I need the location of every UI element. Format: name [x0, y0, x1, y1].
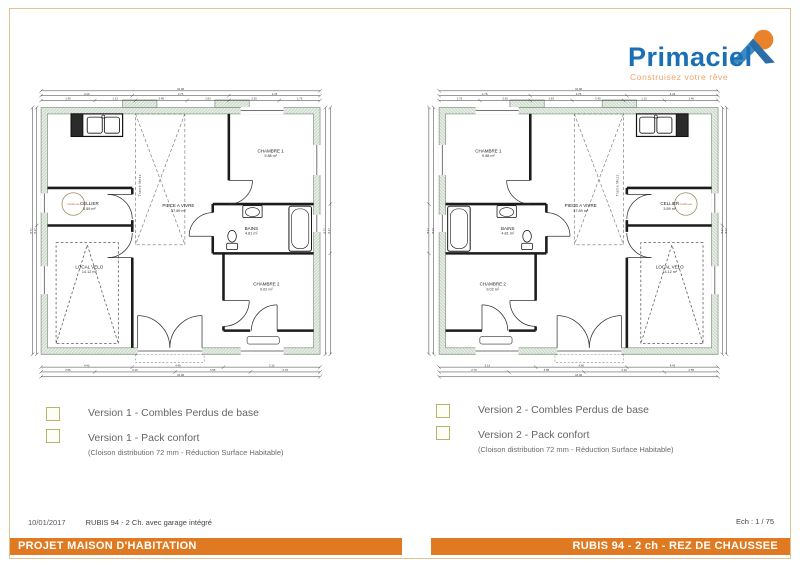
dimension-value: 2.35 — [251, 96, 257, 101]
dimension-value: 1.13 — [112, 96, 118, 101]
room-name: CHAMBRE 1 — [475, 148, 502, 154]
dimension-value: 2.55 — [688, 368, 694, 373]
legend-label-version1-combles: Version 1 - Combles Perdus de base — [88, 407, 260, 419]
dimension-value: 4.43 — [669, 91, 676, 96]
room-name: BAINS — [500, 225, 515, 231]
checkbox-version1-pack-confort[interactable] — [46, 429, 60, 443]
legend-version-2 — [436, 403, 766, 461]
dimension-value: 8.77 — [322, 228, 327, 234]
room-area: 9.88 m² — [264, 154, 278, 159]
footer-bar-project-title: PROJET MAISON D'HABITATION — [10, 538, 402, 555]
dimension-value: 4.40 — [578, 363, 584, 368]
room-label-chambre1 — [258, 149, 285, 159]
room-label-local-velo — [656, 264, 684, 274]
legend-note-version1: (Cloison distribution 72 mm - Réduction Surface Habitable) — [88, 448, 284, 457]
room-name: CHAMBRE 2 — [253, 281, 280, 287]
trame-zone-label: Trame Mezz. — [615, 173, 620, 197]
dimension-value: 4.75 — [575, 91, 582, 96]
floor-plan-version-1 — [26, 86, 348, 380]
water-heater-label: Chauffe-eau — [67, 204, 80, 207]
dimension-value: 4.75 — [177, 91, 184, 96]
dimension-value: 8.17 — [327, 228, 332, 234]
dimension-value: 8.17 — [425, 228, 430, 234]
dimension-value: 4.40 — [175, 363, 181, 368]
dimension-value: 8.77 — [430, 228, 435, 234]
room-label-bains — [501, 226, 515, 236]
dimension-value: 1.75 — [296, 96, 303, 101]
room-name: PIECE A VIVRE — [162, 203, 195, 209]
dimension-value: 2.10 — [132, 368, 138, 373]
dimension-value: 1.78 — [271, 91, 278, 96]
room-area: 4.81 m² — [245, 231, 258, 236]
dimension-value: 2.76 — [282, 368, 288, 373]
dimension-value: 2.55 — [65, 368, 71, 373]
checkbox-version2-pack-confort[interactable] — [436, 426, 450, 440]
room-label-chambre1 — [475, 149, 502, 159]
room-name: LOCAL VELO — [655, 264, 684, 270]
dimension-value: 3.55 — [210, 368, 216, 373]
dimension-value: 1.93 — [205, 96, 211, 101]
room-label-local-velo — [75, 264, 103, 274]
dimension-value: 10.96 — [575, 373, 583, 378]
water-heater-label: Chauffe-eau — [679, 204, 693, 207]
room-area: 9.88 m² — [482, 154, 495, 159]
dimension-value: 4.43 — [83, 363, 90, 368]
dimension-value: 1.78 — [481, 91, 488, 96]
checkbox-version2-combles[interactable] — [436, 404, 450, 418]
room-name: LOCAL VELO — [75, 264, 104, 270]
dimension-value: 4.43 — [669, 363, 676, 368]
room-area: 4.81 m² — [501, 231, 515, 236]
room-label-piece-a-vivre — [565, 203, 597, 213]
dimension-value: 2.10 — [621, 368, 627, 373]
legend-label-version2-pack-confort: Version 2 - Pack confort — [478, 429, 590, 441]
room-area: 37.89 m² — [171, 208, 186, 213]
room-area: 37.89 m² — [573, 208, 589, 213]
room-name: CELLIER — [79, 201, 99, 207]
room-name: CHAMBRE 1 — [257, 148, 284, 154]
dimension-value: 2.13 — [484, 363, 491, 368]
dimension-value: 1.40 — [688, 96, 694, 101]
footer-bar-plan-title: RUBIS 94 - 2 ch - REZ DE CHAUSSEE — [431, 538, 790, 555]
dimension-value: 3.55 — [543, 368, 550, 373]
dimension-value: 1.13 — [641, 96, 647, 101]
room-name: CELLIER — [660, 201, 680, 207]
footer-reference: RUBIS 94 - 2 Ch. avec garage intégré — [85, 518, 212, 527]
legend-note-version2: (Cloison distribution 72 mm - Réduction Surface Habitable) — [478, 445, 674, 454]
footer-date: 10/01/2017 — [28, 518, 66, 527]
floor-plan-drawing-mirrored — [427, 89, 728, 378]
footer-meta — [28, 518, 212, 527]
room-label-chambre2 — [480, 282, 507, 292]
legend-label-version1-pack-confort: Version 1 - Pack confort — [88, 432, 200, 444]
dimension-value: 8.17 — [719, 228, 724, 234]
room-label-piece-a-vivre — [162, 203, 194, 213]
logo-tagline: Construisez votre rêve — [630, 72, 729, 82]
dimension-value: 8.77 — [28, 228, 33, 234]
room-label-bains — [245, 226, 259, 236]
room-name: BAINS — [244, 225, 259, 231]
room-area: 9.02 m² — [260, 287, 273, 292]
legend-label-version2-combles: Version 2 - Combles Perdus de base — [478, 404, 650, 416]
room-area: 14.12 m² — [81, 270, 97, 275]
room-area: 3.59 m² — [663, 206, 677, 211]
logo-name: Primaciel — [628, 42, 753, 72]
dimension-value: 1.40 — [65, 96, 71, 101]
dimension-value: 2.35 — [502, 96, 508, 101]
trame-zone-label: Trame Mezz. — [137, 173, 142, 197]
dimension-value: 8.77 — [724, 228, 729, 234]
room-name: PIECE A VIVRE — [564, 203, 597, 209]
dimension-value: 2.40 — [158, 96, 164, 101]
footer-scale: Ech : 1 / 75 — [736, 517, 774, 526]
dimension-value: 4.43 — [83, 91, 90, 96]
checkbox-version1-combles[interactable] — [46, 407, 60, 421]
room-label-chambre2 — [253, 282, 280, 292]
room-label-cellier — [80, 201, 100, 211]
dimension-value: 2.76 — [471, 368, 477, 373]
room-area: 3.59 m² — [82, 206, 96, 211]
dimension-value: 10.96 — [177, 373, 185, 378]
dimension-value: 10.96 — [575, 87, 583, 92]
dimension-value: 1.75 — [456, 96, 463, 101]
floor-plan-version-2 — [424, 86, 746, 380]
dimension-value: 10.96 — [177, 87, 185, 92]
dimension-value: 2.13 — [269, 363, 275, 368]
dimension-value: 1.93 — [548, 96, 554, 101]
room-name: CHAMBRE 2 — [479, 281, 506, 287]
dimension-value: 2.40 — [595, 96, 601, 101]
primaciel-logo — [628, 34, 784, 92]
legend-version-1 — [46, 406, 376, 464]
room-area: 14.12 m² — [662, 270, 678, 275]
dimension-value: 8.17 — [33, 228, 38, 234]
room-area: 9.02 m² — [486, 287, 500, 292]
